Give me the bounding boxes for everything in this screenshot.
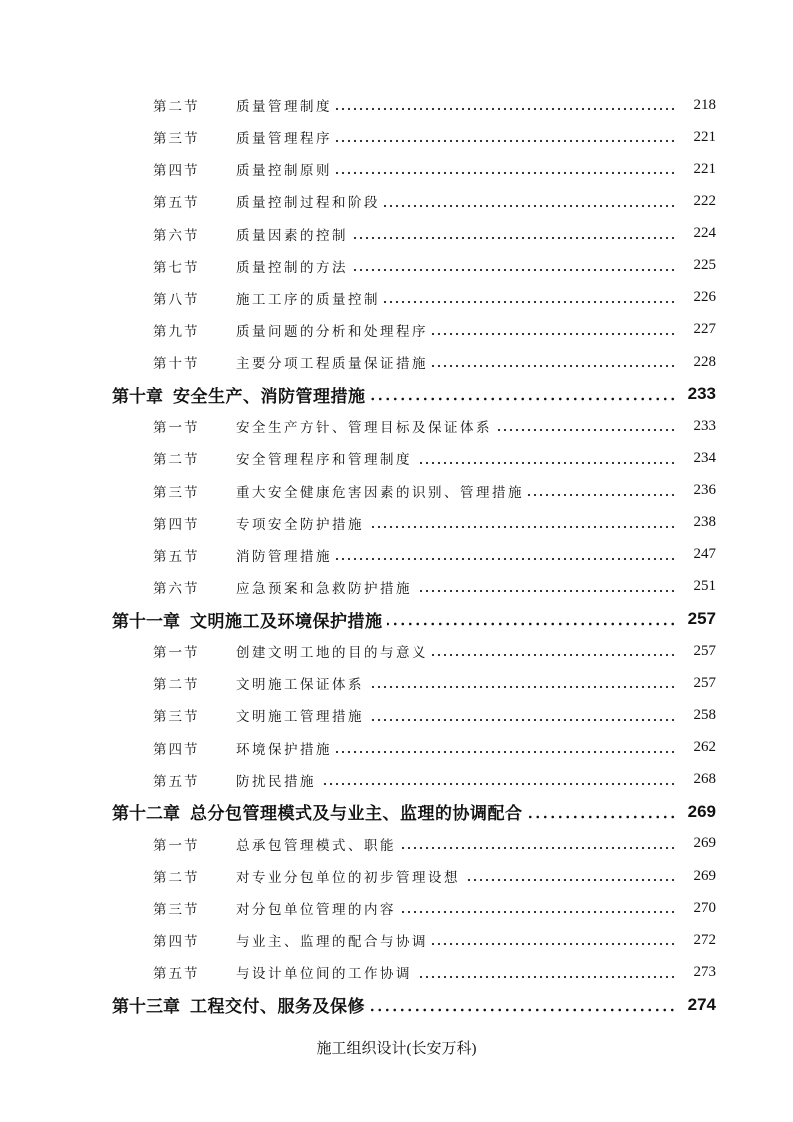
dot-leader [416,460,676,466]
section-title: 与业主、监理的配合与协调 [236,934,428,951]
page-number: 269 [693,867,716,884]
toc-chapter-entry[interactable] [0,378,793,410]
dot-leader [368,684,676,690]
section-number: 第九节 [153,323,200,340]
toc-section-entry[interactable] [0,571,793,603]
dot-leader [368,717,676,723]
section-title: 防扰民措施 [236,773,316,790]
toc-section-entry[interactable] [0,635,793,667]
section-number: 第二节 [153,99,200,116]
table-of-contents [0,89,793,1021]
section-number: 第四节 [153,516,200,533]
page-number: 222 [693,192,716,209]
section-number: 第一节 [153,420,200,437]
dot-leader [528,492,676,498]
dot-leader [416,588,676,594]
page-number: 257 [693,674,716,691]
section-title: 专项安全防护措施 [236,516,364,533]
section-title: 质量控制的方法 [236,259,348,276]
chapter-number: 第十三章 [112,997,180,1018]
toc-chapter-entry[interactable] [0,796,793,828]
page-number: 227 [693,321,716,338]
dot-leader [352,267,676,273]
toc-section-entry[interactable] [0,153,793,185]
section-title: 重大安全健康危害因素的识别、管理措施 [236,484,524,501]
section-title: 对专业分包单位的初步管理设想 [236,870,460,887]
dot-leader [336,138,676,144]
dot-leader [432,652,676,658]
section-number: 第六节 [153,580,200,597]
section-number: 第三节 [153,709,200,726]
dot-leader [336,556,676,562]
page-number: 273 [693,963,716,980]
section-number: 第三节 [153,902,200,919]
dot-leader [336,170,676,176]
dot-leader [400,909,676,915]
page-number: 233 [687,384,716,404]
section-title: 应急预案和急救防护措施 [236,580,412,597]
toc-section-entry[interactable] [0,699,793,731]
section-title: 质量问题的分析和处理程序 [236,323,428,340]
dot-leader [370,396,677,402]
dot-leader [432,331,676,337]
dot-leader [416,974,676,980]
chapter-number: 第十一章 [112,611,180,632]
page-number: 236 [693,482,716,499]
page-number: 258 [693,706,716,723]
section-title: 对分包单位管理的内容 [236,902,396,919]
dot-leader [464,877,676,883]
chapter-number: 第十二章 [112,804,180,825]
dot-leader [432,363,676,369]
section-title: 安全生产方针、管理目标及保证体系 [236,420,492,437]
dot-leader [369,1007,676,1013]
toc-section-entry[interactable] [0,956,793,988]
toc-section-entry[interactable] [0,732,793,764]
section-title: 质量管理程序 [236,131,332,148]
toc-section-entry[interactable] [0,282,793,314]
section-number: 第四节 [153,163,200,180]
toc-section-entry[interactable] [0,410,793,442]
section-title: 施工工序的质量控制 [236,291,380,308]
dot-leader [368,524,676,530]
page-number: 274 [687,994,716,1014]
section-number: 第八节 [153,291,200,308]
toc-section-entry[interactable] [0,892,793,924]
page-number: 224 [693,225,716,242]
section-title: 质量控制过程和阶段 [236,195,380,212]
section-number: 第五节 [153,548,200,565]
toc-section-entry[interactable] [0,121,793,153]
toc-section-entry[interactable] [0,764,793,796]
section-number: 第五节 [153,195,200,212]
toc-section-entry[interactable] [0,442,793,474]
chapter-title: 安全生产、消防管理措施 [173,386,366,407]
dot-leader [384,299,676,305]
toc-section-entry[interactable] [0,314,793,346]
toc-section-entry[interactable] [0,185,793,217]
dot-leader [527,814,677,820]
page-number: 268 [693,771,716,788]
section-number: 第四节 [153,934,200,951]
page-number: 226 [693,289,716,306]
page-number: 270 [693,899,716,916]
page-number: 221 [693,128,716,145]
section-title: 消防管理措施 [236,548,332,565]
page-number: 257 [693,642,716,659]
section-title: 总承包管理模式、职能 [236,837,396,854]
section-title: 文明施工管理措施 [236,709,364,726]
toc-section-entry[interactable] [0,346,793,378]
page-number: 238 [693,514,716,531]
dot-leader [336,106,676,112]
toc-section-entry[interactable] [0,828,793,860]
section-title: 主要分项工程质量保证措施 [236,356,428,373]
section-number: 第二节 [153,870,200,887]
dot-leader [387,621,677,627]
dot-leader [496,427,676,433]
page-number: 228 [693,353,716,370]
dot-leader [320,781,676,787]
page-number: 269 [693,835,716,852]
dot-leader [432,941,676,947]
toc-chapter-entry[interactable] [0,989,793,1021]
page-number: 234 [693,449,716,466]
section-number: 第一节 [153,645,200,662]
section-title: 质量控制原则 [236,163,332,180]
page-number: 233 [693,417,716,434]
page-number: 225 [693,257,716,274]
toc-section-entry[interactable] [0,89,793,121]
page-number: 269 [687,801,716,821]
section-number: 第四节 [153,741,200,758]
section-title: 安全管理程序和管理制度 [236,452,412,469]
chapter-title: 总分包管理模式及与业主、监理的协调配合 [190,804,523,825]
section-number: 第三节 [153,131,200,148]
page-number: 251 [693,578,716,595]
toc-section-entry[interactable] [0,539,793,571]
toc-section-entry[interactable] [0,507,793,539]
toc-section-entry[interactable] [0,860,793,892]
dot-leader [384,203,676,209]
page-number: 221 [693,160,716,177]
section-title: 文明施工保证体系 [236,677,364,694]
section-number: 第五节 [153,966,200,983]
section-number: 第二节 [153,452,200,469]
section-title: 质量管理制度 [236,99,332,116]
section-title: 质量因素的控制 [236,227,348,244]
section-number: 第十节 [153,356,200,373]
dot-leader [336,749,676,755]
toc-section-entry[interactable] [0,667,793,699]
section-number: 第六节 [153,227,200,244]
section-title: 创建文明工地的目的与意义 [236,645,428,662]
chapter-title: 工程交付、服务及保修 [190,997,365,1018]
chapter-number: 第十章 [112,386,163,407]
page-number: 262 [693,739,716,756]
toc-section-entry[interactable] [0,250,793,282]
chapter-title: 文明施工及环境保护措施 [190,611,383,632]
page-number: 257 [687,609,716,629]
toc-chapter-entry[interactable] [0,603,793,635]
page-number: 218 [693,96,716,113]
section-number: 第二节 [153,677,200,694]
page-number: 272 [693,931,716,948]
dot-leader [400,845,676,851]
toc-section-entry[interactable] [0,475,793,507]
section-title: 环境保护措施 [236,741,332,758]
section-number: 第三节 [153,484,200,501]
toc-section-entry[interactable] [0,218,793,250]
section-number: 第五节 [153,773,200,790]
section-number: 第七节 [153,259,200,276]
toc-section-entry[interactable] [0,924,793,956]
section-title: 与设计单位间的工作协调 [236,966,412,983]
section-number: 第一节 [153,837,200,854]
page-footer: 施工组织设计(长安万科) [316,1041,477,1057]
page-number: 247 [693,546,716,563]
dot-leader [352,235,676,241]
